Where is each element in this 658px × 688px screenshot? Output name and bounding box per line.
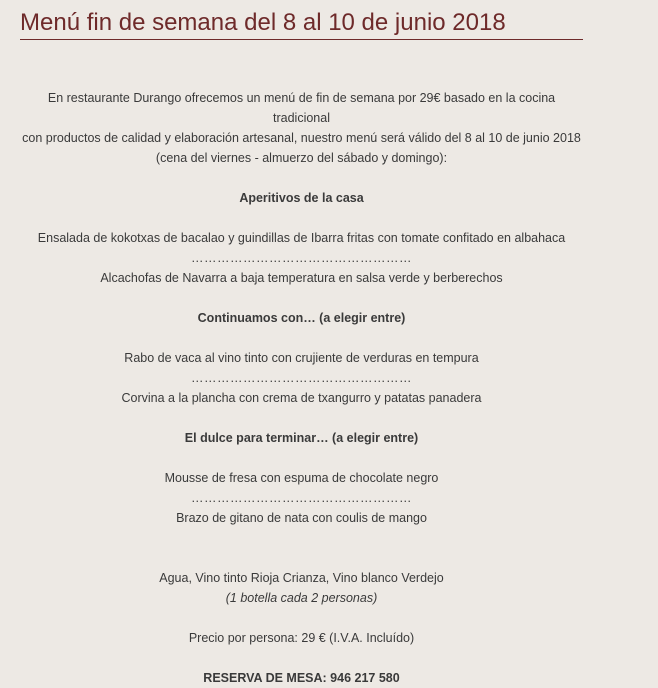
drinks-line: Agua, Vino tinto Rioja Crianza, Vino blanco Verdejo xyxy=(159,571,444,585)
reservation-line: RESERVA DE MESA: 946 217 580 xyxy=(203,671,400,685)
intro-line: con productos de calidad y elaboración artesanal, nuestro menú será válido del 8 al 10 de junio 2018 xyxy=(22,131,581,145)
menu-item: Corvina a la plancha con crema de txangurro y patatas panadera xyxy=(121,391,482,405)
menu-item: Rabo de vaca al vino tinto con crujiente de verduras en tempura xyxy=(124,351,479,365)
dotted-separator: …………………………………………… xyxy=(191,491,412,505)
dotted-separator: …………………………………………… xyxy=(191,371,412,385)
section-heading-continuamos: Continuamos con… (a elegir entre) xyxy=(197,311,406,325)
intro-line: En restaurante Durango ofrecemos un menú de fin de semana por 29€ basado en la cocina tradicional xyxy=(47,91,556,125)
drinks-note: (1 botella cada 2 personas) xyxy=(225,591,378,605)
intro-line: (cena del viernes - almuerzo del sábado y domingo): xyxy=(155,151,448,165)
section-heading-dulce: El dulce para terminar… (a elegir entre) xyxy=(184,431,419,445)
dotted-separator: …………………………………………… xyxy=(191,251,412,265)
menu-item: Brazo de gitano de nata con coulis de mango xyxy=(176,511,427,525)
page-title: Menú fin de semana del 8 al 10 de junio 2018 xyxy=(20,8,583,40)
intro-paragraph xyxy=(20,88,583,168)
menu-content xyxy=(20,88,583,688)
menu-item: Mousse de fresa con espuma de chocolate negro xyxy=(164,471,439,485)
menu-item: Ensalada de kokotxas de bacalao y guindillas de Ibarra fritas con tomate confitado en albahaca xyxy=(37,231,566,245)
menu-item: Alcachofas de Navarra a baja temperatura en salsa verde y berberechos xyxy=(100,271,503,285)
price-line: Precio por persona: 29 € (I.V.A. Incluído) xyxy=(188,631,415,645)
section-heading-aperitivos: Aperitivos de la casa xyxy=(239,191,364,205)
